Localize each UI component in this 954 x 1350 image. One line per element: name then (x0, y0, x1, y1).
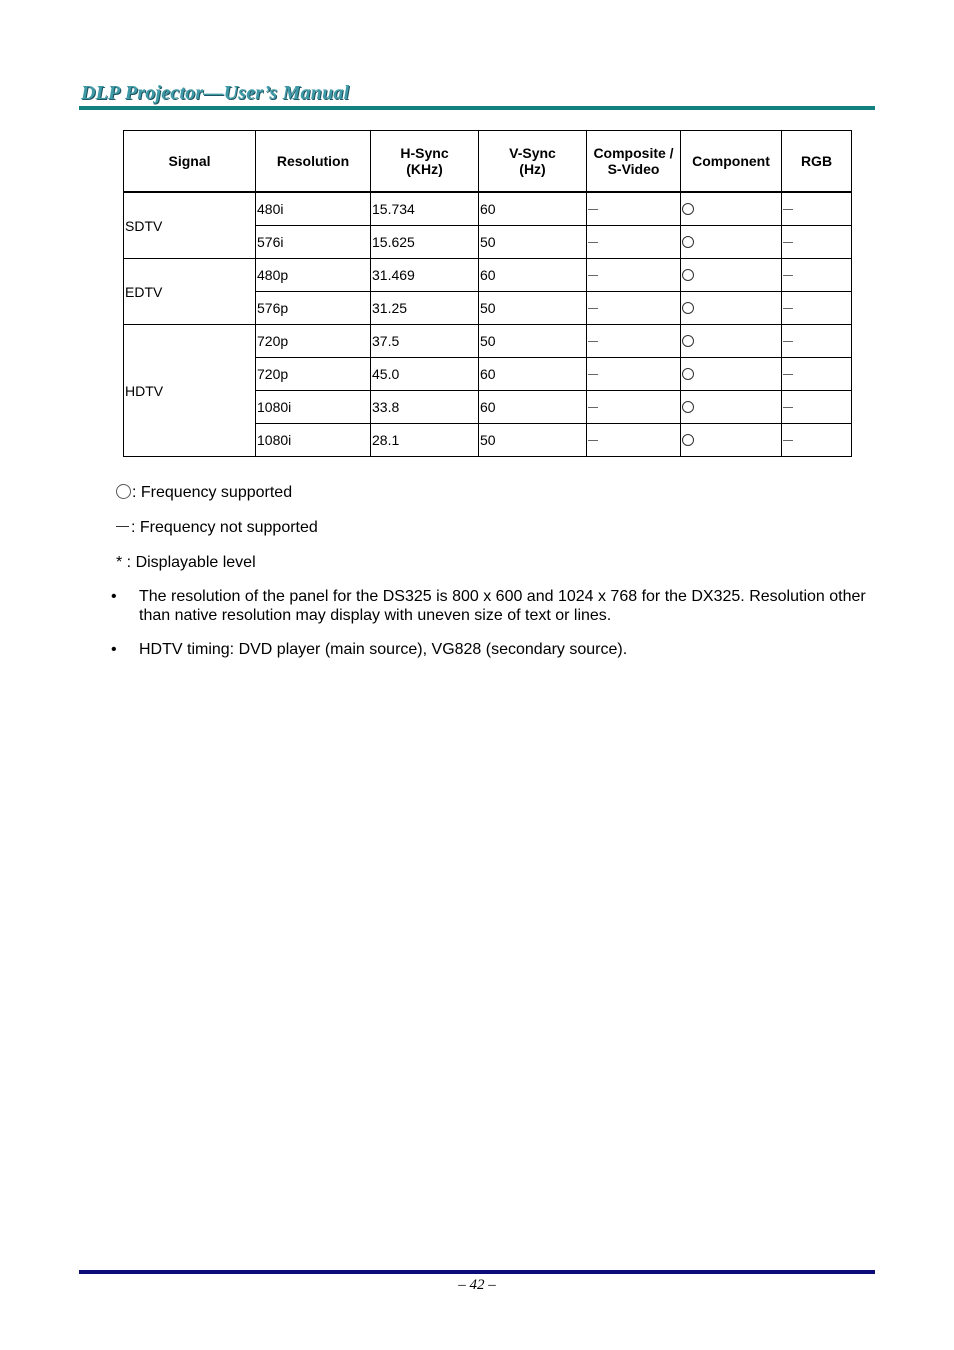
dash-icon (783, 308, 793, 309)
resolution-cell: 1080i (256, 424, 371, 457)
circle-icon (682, 269, 694, 281)
vsync-cell: 60 (479, 358, 587, 391)
dash-icon (783, 275, 793, 276)
note-item (108, 587, 878, 625)
dash-icon (588, 209, 598, 210)
hsync-cell: 15.625 (371, 226, 479, 259)
resolution-cell: 1080i (256, 391, 371, 424)
bullet-icon: • (111, 588, 117, 605)
component-cell (681, 358, 782, 391)
resolution-cell: 720p (256, 358, 371, 391)
component-cell (681, 325, 782, 358)
rgb-cell (782, 358, 852, 391)
legend-not-supported (116, 519, 318, 537)
hsync-cell: 28.1 (371, 424, 479, 457)
header-rule (79, 106, 875, 110)
component-cell (681, 424, 782, 457)
vsync-cell: 50 (479, 325, 587, 358)
circle-icon (682, 236, 694, 248)
note-text: The resolution of the panel for the DS325 is 800 x 600 and 1024 x 768 for the DX325. Resolution other than native resolution may display with uneven size of text or lines. (139, 588, 866, 624)
vsync-cell: 60 (479, 259, 587, 292)
dash-icon (783, 407, 793, 408)
signal-cell: HDTV (124, 325, 256, 457)
page-header-title: DLP Projector—User’s Manual (81, 82, 350, 104)
page-number: – 42 – (458, 1277, 496, 1293)
circle-icon (682, 368, 694, 380)
bullet-icon: • (111, 641, 117, 658)
legend-displayable (116, 554, 256, 572)
dash-icon (588, 275, 598, 276)
component-cell (681, 292, 782, 325)
table-row (124, 259, 852, 292)
legend-not-supported-text: : Frequency not supported (131, 519, 318, 536)
hsync-cell: 15.734 (371, 192, 479, 226)
resolution-cell: 576i (256, 226, 371, 259)
hsync-cell: 37.5 (371, 325, 479, 358)
dash-icon (783, 242, 793, 243)
component-cell (681, 259, 782, 292)
hsync-cell: 33.8 (371, 391, 479, 424)
vsync-cell: 60 (479, 192, 587, 226)
rgb-cell (782, 391, 852, 424)
vsync-cell: 60 (479, 391, 587, 424)
dash-icon (588, 242, 598, 243)
column-header: Signal (124, 131, 256, 193)
resolution-cell: 480i (256, 192, 371, 226)
rgb-cell (782, 192, 852, 226)
rgb-cell (782, 226, 852, 259)
composite-cell (587, 325, 681, 358)
rgb-cell (782, 424, 852, 457)
column-header: RGB (782, 131, 852, 193)
note-item (108, 640, 878, 659)
dash-icon (588, 341, 598, 342)
circle-icon (116, 484, 131, 499)
dash-icon (783, 374, 793, 375)
component-cell (681, 391, 782, 424)
table-row (124, 192, 852, 226)
resolution-cell: 720p (256, 325, 371, 358)
dash-icon (116, 526, 129, 527)
legend-supported-text: : Frequency supported (132, 484, 293, 501)
vsync-cell: 50 (479, 226, 587, 259)
hsync-cell: 31.25 (371, 292, 479, 325)
rgb-cell (782, 325, 852, 358)
vsync-cell: 50 (479, 292, 587, 325)
table-row (124, 325, 852, 358)
hsync-cell: 45.0 (371, 358, 479, 391)
composite-cell (587, 226, 681, 259)
dash-icon (588, 308, 598, 309)
resolution-cell: 480p (256, 259, 371, 292)
hsync-cell: 31.469 (371, 259, 479, 292)
column-header: H-Sync (KHz) (371, 131, 479, 193)
vsync-cell: 50 (479, 424, 587, 457)
dash-icon (588, 440, 598, 441)
dash-icon (588, 407, 598, 408)
composite-cell (587, 259, 681, 292)
signal-cell: EDTV (124, 259, 256, 325)
legend-supported (116, 484, 292, 502)
signal-compatibility-table (123, 130, 852, 457)
legend-displayable-text: * : Displayable level (116, 554, 256, 571)
composite-cell (587, 391, 681, 424)
composite-cell (587, 424, 681, 457)
composite-cell (587, 292, 681, 325)
column-header: V-Sync (Hz) (479, 131, 587, 193)
component-cell (681, 226, 782, 259)
dash-icon (783, 341, 793, 342)
notes-list (108, 587, 878, 674)
circle-icon (682, 203, 694, 215)
note-text: HDTV timing: DVD player (main source), VG828 (secondary source). (139, 641, 628, 658)
column-header: Component (681, 131, 782, 193)
circle-icon (682, 401, 694, 413)
rgb-cell (782, 259, 852, 292)
component-cell (681, 192, 782, 226)
column-header: Composite / S-Video (587, 131, 681, 193)
composite-cell (587, 192, 681, 226)
dash-icon (783, 440, 793, 441)
circle-icon (682, 335, 694, 347)
signal-cell: SDTV (124, 192, 256, 259)
footer-rule (79, 1270, 875, 1274)
table-body (124, 192, 852, 457)
circle-icon (682, 434, 694, 446)
dash-icon (783, 209, 793, 210)
circle-icon (682, 302, 694, 314)
rgb-cell (782, 292, 852, 325)
table-header-row (124, 131, 852, 193)
composite-cell (587, 358, 681, 391)
resolution-cell: 576p (256, 292, 371, 325)
dash-icon (588, 374, 598, 375)
column-header: Resolution (256, 131, 371, 193)
